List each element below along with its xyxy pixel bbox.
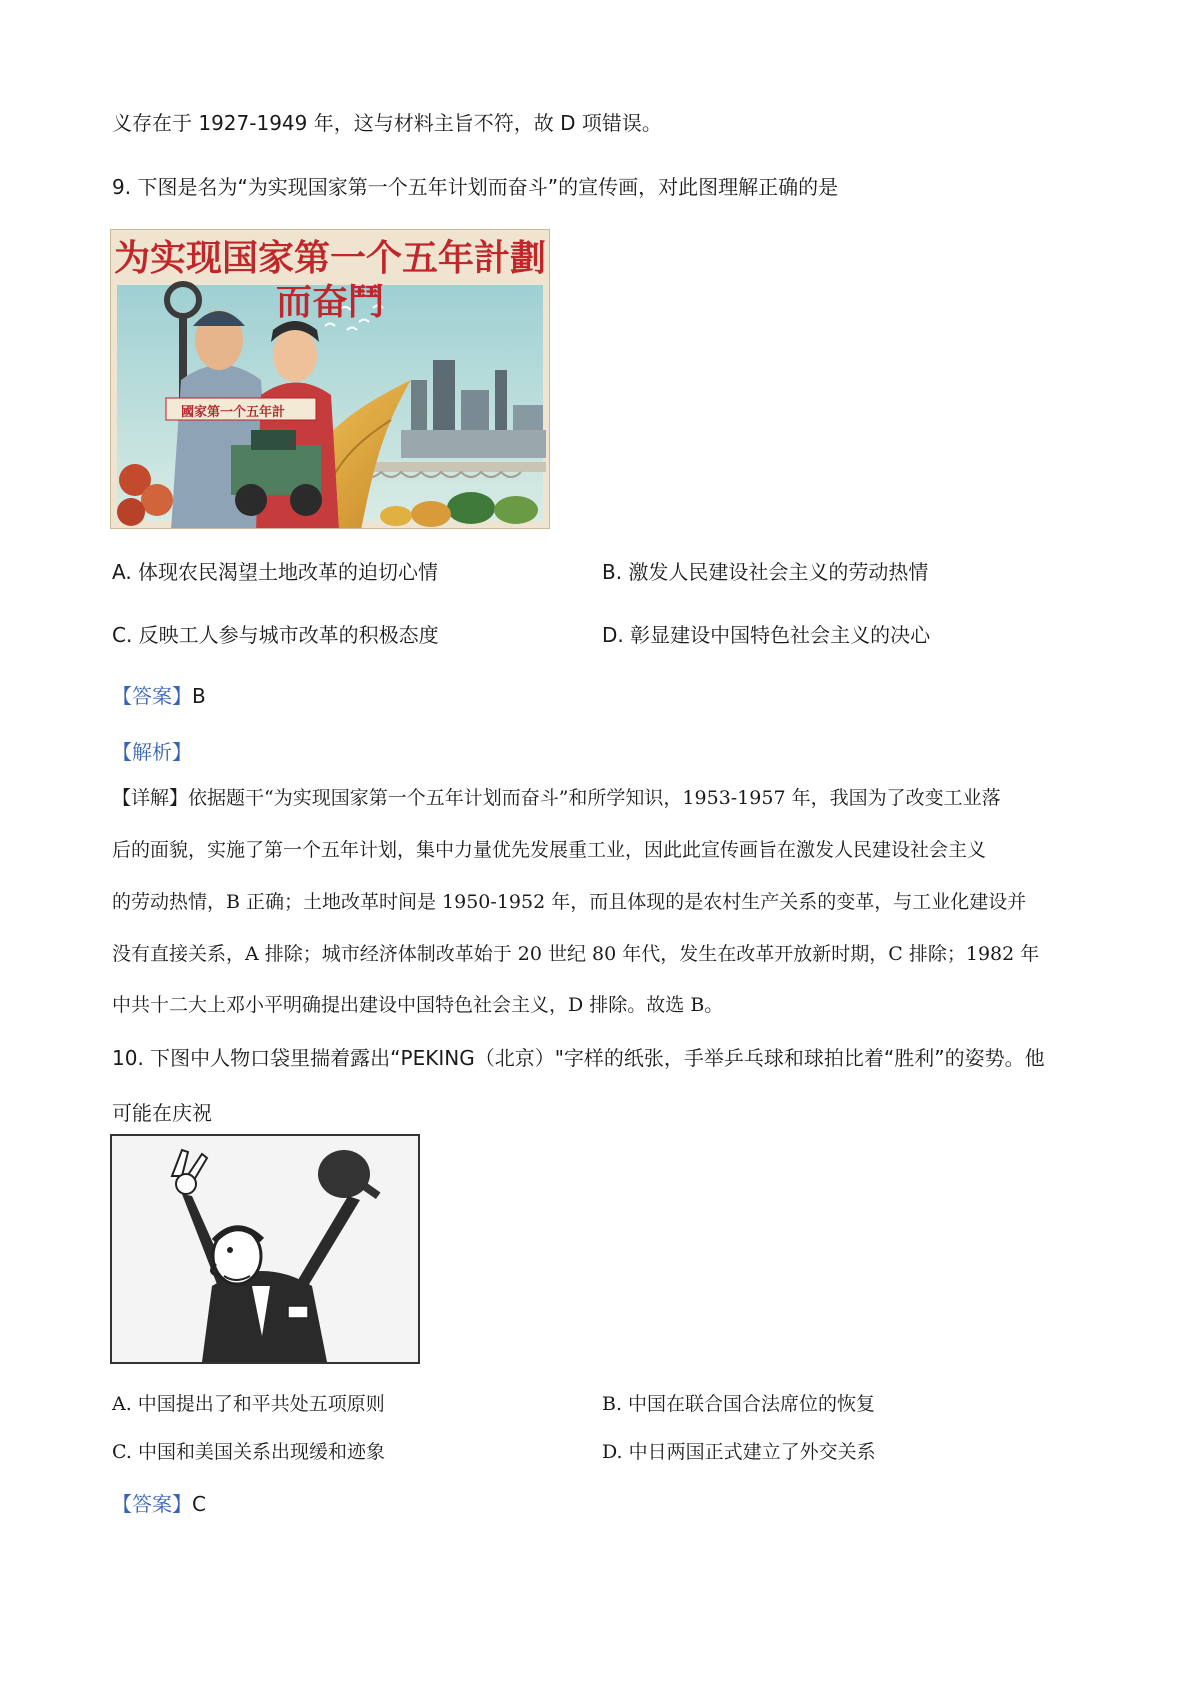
- q10-option-d: D. 中日两国正式建立了外交关系: [602, 1441, 876, 1463]
- q9-detail-line-5: 中共十二大上邓小平明确提出建设中国特色社会主义，D 排除。故选 B。: [112, 994, 724, 1016]
- q10-option-c: C. 中国和美国关系出现缓和迹象: [112, 1441, 385, 1463]
- q10-stem-line-1: 10. 下图中人物口袋里揣着露出“PEKING（北京）"字样的纸张，手举乒乓球和球拍比着“胜利”的姿势。他: [112, 1046, 1045, 1070]
- q9-detail-line-1: 【详解】依据题干“为实现国家第一个五年计划而奋斗”和所学知识，1953-1957 年，我国为了改变工业落: [112, 787, 1001, 809]
- q9-answer-label: 【答案】: [112, 684, 192, 708]
- q9-detail-line-2: 后的面貌，实施了第一个五年计划，集中力量优先发展重工业，因此此宣传画旨在激发人民建设社会主义: [112, 839, 987, 861]
- q9-stem: 9. 下图是名为“为实现国家第一个五年计划而奋斗”的宣传画，对此图理解正确的是: [112, 175, 839, 199]
- q9-analysis-label: 【解析】: [112, 740, 192, 764]
- q9-option-b: B. 激发人民建设社会主义的劳动热情: [602, 560, 929, 584]
- q10-option-a: A. 中国提出了和平共处五项原则: [112, 1393, 385, 1415]
- cartoon-illustration: [112, 1136, 418, 1362]
- q9-option-c: C. 反映工人参与城市改革的积极态度: [112, 623, 439, 647]
- propaganda-poster-image: [110, 229, 550, 529]
- q10-stem-line-2: 可能在庆祝: [112, 1101, 212, 1125]
- q9-detail-line-4: 没有直接关系，A 排除；城市经济体制改革始于 20 世纪 80 年代，发生在改革开放新时期，C 排除；1982 年: [112, 943, 1040, 965]
- q10-answer-label: 【答案】: [112, 1492, 192, 1516]
- q9-option-d: D. 彰显建设中国特色社会主义的决心: [602, 623, 931, 647]
- q9-detail-line-3: 的劳动热情，B 正确；土地改革时间是 1950-1952 年，而且体现的是农村生产关系的变革，与工业化建设并: [112, 891, 1027, 913]
- poster-banner-text: 國家第一个五年計: [181, 405, 286, 420]
- q10-option-b: B. 中国在联合国合法席位的恢复: [602, 1393, 876, 1415]
- q10-answer-value: C: [192, 1492, 206, 1516]
- cartoon-image: [110, 1134, 420, 1364]
- q10-answer: [112, 1489, 206, 1519]
- q9-answer-value: B: [192, 684, 206, 708]
- q9-option-a: A. 体现农民渴望土地改革的迫切心情: [112, 560, 439, 584]
- poster-title-text: 为实现国家第一个五年計劃而奋鬥: [113, 237, 546, 323]
- q9-answer: [112, 681, 206, 711]
- intro-line: 义存在于 1927-1949 年，这与材料主旨不符，故 D 项错误。: [112, 111, 662, 135]
